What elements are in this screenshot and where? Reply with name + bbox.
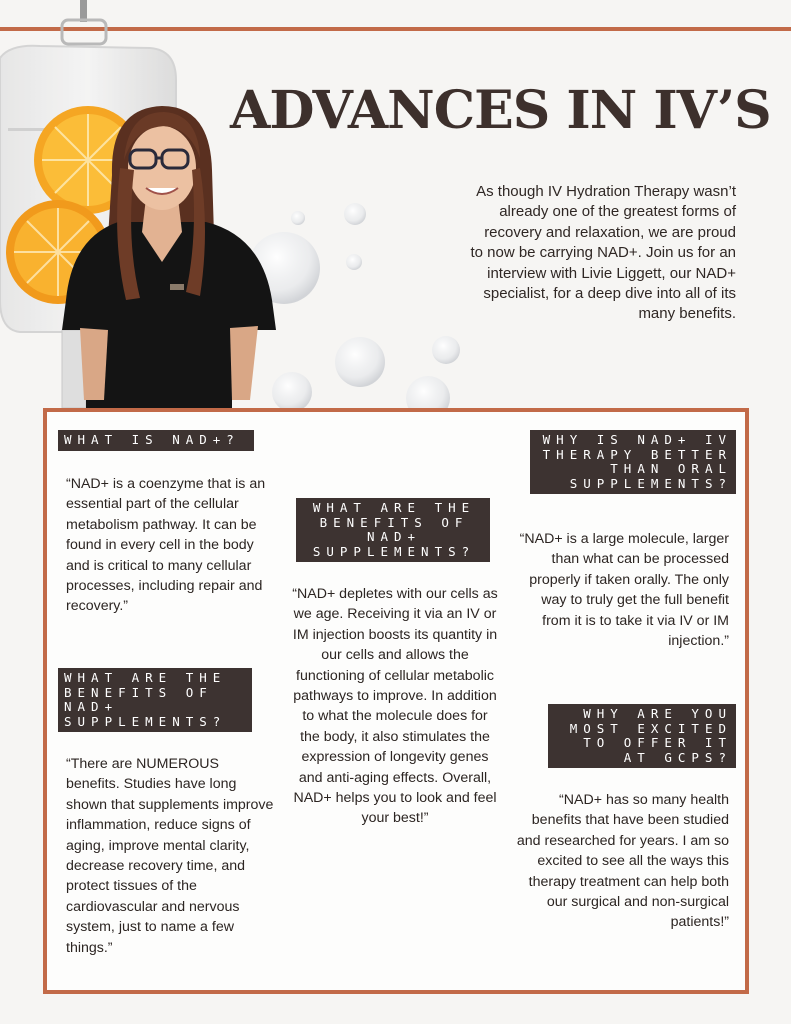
question-heading-benefits-center: WHAT ARE THE BENEFITS OF NAD+ SUPPLEMENTS?	[296, 498, 490, 562]
answer-why-excited: “NAD+ has so many health benefits that have been studied and researched for years. I am so excited to see all the ways this therapy treatment can help both our surgical and non-surgical patients!”	[516, 792, 729, 931]
hero-illustration	[0, 0, 460, 420]
question-heading-why-excited: WHY ARE YOU MOST EXCITED TO OFFER IT AT GCPS?	[548, 704, 736, 768]
page-title: ADVANCES IN IV’S	[230, 80, 771, 141]
answer-benefits-left: “There are NUMEROUS benefits. Studies have long shown that supplements improve inflammation, reduce signs of aging, improve mental clarity, decrease recovery time, and protect tissues of the cardiovascular and nervous system, just to name a few things.”	[66, 756, 274, 956]
intro-paragraph: As though IV Hydration Therapy wasn’t already one of the greatest forms of recovery and relaxation, we are proud to now be carrying NAD+. Join us for an interview with Livie Liggett, our NAD+ specialist, for a deep dive into all of its many benefits.	[470, 183, 736, 323]
question-heading-what-is-nad: WHAT IS NAD+?	[58, 430, 254, 451]
bubble-icon	[248, 203, 460, 420]
question-heading-why-iv-better: WHY IS NAD+ IV THERAPY BETTER THAN ORAL SUPPLEMENTS?	[530, 430, 736, 494]
question-heading-benefits-left: WHAT ARE THE BENEFITS OF NAD+ SUPPLEMENTS?	[58, 668, 252, 732]
answer-what-is-nad: “NAD+ is a coenzyme that is an essential part of the cellular metabolism pathway. It can be found in every cell in the body and is critical to many cellular processes, including repair and recovery.”	[66, 476, 266, 615]
iv-hook	[62, 0, 106, 44]
answer-why-iv-better: “NAD+ is a large molecule, larger than what can be processed properly if taken orally. The only way to truly get the full benefit from it is to take it via IV or IM injection.”	[519, 531, 729, 650]
answer-benefits-center: “NAD+ depletes with our cells as we age. Receiving it via an IV or IM injection boosts its quantity in our cells and allows the functioning of cellular metabolic pathways to improve. In addition to what the molecule does for the body, it also stimulates the expression of longevity genes and anti-aging effects. Overall, NAD+ helps you to look and feel your best!”	[292, 586, 498, 827]
